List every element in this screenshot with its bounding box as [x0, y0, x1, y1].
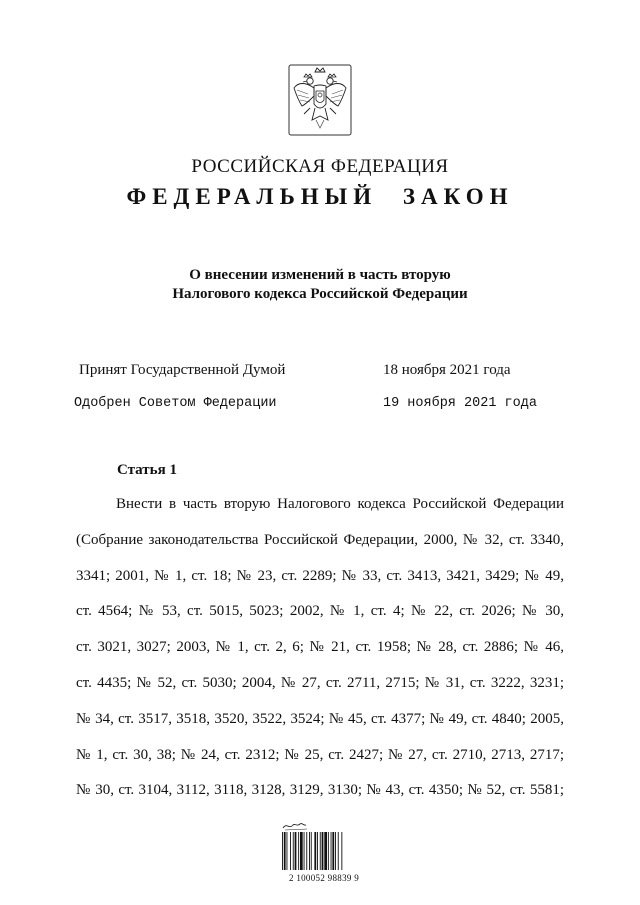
approved-by-council-label: Одобрен Советом Федерации	[74, 396, 277, 411]
article-text-line: ст. 4435; № 52, ст. 5030; 2004, № 27, ст. 2711, 2715; № 31, ст. 3222, 3231;	[76, 674, 564, 691]
country-name: РОССИЙСКАЯ ФЕДЕРАЦИЯ	[191, 156, 449, 177]
law-title-line: Налогового кодекса Российской Федерации	[172, 286, 468, 302]
adopted-by-duma-date: 18 ноября 2021 года	[383, 362, 511, 378]
barcode-bars	[281, 832, 367, 870]
article-text-line: 3341; 2001, № 1, ст. 18; № 23, ст. 2289; № 33, ст. 3413, 3421, 3429; № 49,	[76, 567, 564, 584]
adopted-by-duma-label: Принят Государственной Думой	[79, 362, 286, 378]
article-heading: Статья 1	[117, 462, 177, 478]
law-type-heading: ФЕДЕРАЛЬНЫЙ ЗАКОН	[126, 184, 514, 209]
coat-of-arms-icon	[288, 64, 352, 136]
law-title	[0, 266, 640, 304]
signature-mark-icon	[281, 818, 321, 832]
article-text-line: № 30, ст. 3104, 3112, 3118, 3128, 3129, 3130; № 43, ст. 4350; № 52, ст. 5581;	[76, 782, 564, 799]
article-text-line: № 34, ст. 3517, 3518, 3520, 3522, 3524; № 45, ст. 4377; № 49, ст. 4840; 2005,	[76, 710, 564, 727]
article-text-line: ст. 3021, 3027; 2003, № 1, ст. 2, 6; № 21, ст. 1958; № 28, ст. 2886; № 46,	[76, 639, 564, 656]
approved-by-council-date: 19 ноября 2021 года	[383, 396, 537, 411]
article-text-line: (Собрание законодательства Российской Федерации, 2000, № 32, ст. 3340,	[76, 531, 564, 548]
article-text-line: № 1, ст. 30, 38; № 24, ст. 2312; № 25, ст. 2427; № 27, ст. 2710, 2713, 2717;	[76, 746, 564, 763]
article-text-line: ст. 4564; № 53, ст. 5015, 5023; 2002, № 1, ст. 4; № 22, ст. 2026; № 30,	[76, 603, 564, 620]
barcode	[281, 818, 367, 886]
barcode-number: 2 100052 98839 9	[288, 873, 360, 883]
article-text-line: Внести в часть вторую Налогового кодекса Российской Федерации	[116, 496, 564, 512]
article-body	[76, 492, 564, 814]
law-title-line: О внесении изменений в часть вторую	[189, 267, 451, 283]
